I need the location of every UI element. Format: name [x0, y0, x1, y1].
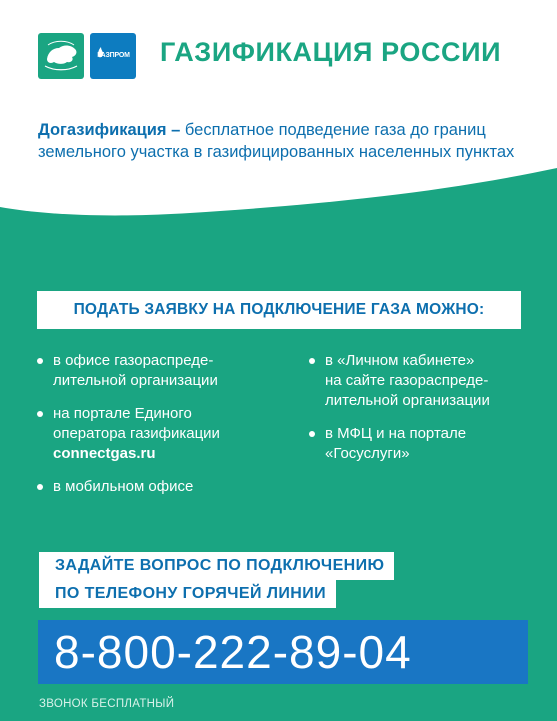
hotline-phone-number[interactable]: 8-800-222-89-04	[38, 620, 528, 684]
list-item-line: в «Личном кабинете»	[325, 352, 475, 369]
logos	[38, 33, 136, 79]
list-item	[37, 351, 287, 391]
bullet-icon	[309, 358, 315, 364]
page-title: ГАЗИФИКАЦИЯ РОССИИ	[160, 37, 502, 67]
free-call-note: ЗВОНОК БЕСПЛАТНЫЙ	[39, 698, 175, 710]
question-line: ПО ТЕЛЕФОНУ ГОРЯЧЕЙ ЛИНИИ	[39, 580, 336, 608]
list-item-line: лительной организации	[53, 372, 218, 389]
list-item	[309, 351, 539, 411]
intro-description: бесплатное подведение газа до границ земельного участка в газифицированных населенных пунктах	[38, 121, 515, 161]
list-item-line: «Госуслуги»	[325, 445, 410, 462]
list-item-line: в офисе газораспреде-	[53, 352, 214, 369]
ways-list-right	[309, 351, 539, 477]
list-item-line: в МФЦ и на портале	[325, 425, 467, 442]
list-item-line: на портале Единого	[53, 405, 192, 422]
list-item	[37, 477, 287, 497]
bullet-icon	[37, 484, 43, 490]
bullet-icon	[37, 358, 43, 364]
gazprom-logo-text: ГАЗПРОМ	[97, 52, 130, 59]
question-heading	[39, 552, 394, 608]
intro-text	[38, 119, 538, 163]
list-item-line: лительной организации	[325, 392, 490, 409]
connectgas-link[interactable]: connectgas.ru	[53, 445, 156, 462]
list-item	[37, 404, 287, 464]
intro-bold: Догазификация –	[38, 121, 181, 139]
apply-heading: ПОДАТЬ ЗАЯВКУ НА ПОДКЛЮЧЕНИЕ ГАЗА МОЖНО:	[37, 291, 521, 329]
ways-list-left	[37, 351, 287, 510]
russia-map-emblem-icon	[38, 33, 84, 79]
list-item-line: в мобильном офисе	[53, 478, 194, 495]
list-item	[309, 424, 539, 464]
bullet-icon	[309, 431, 315, 437]
question-line: ЗАДАЙТЕ ВОПРОС ПО ПОДКЛЮЧЕНИЮ	[39, 552, 394, 580]
list-item-line: на сайте газораспреде-	[325, 372, 489, 389]
gazprom-logo	[90, 33, 136, 79]
bullet-icon	[37, 411, 43, 417]
gasification-russia-logo	[38, 33, 84, 79]
list-item-line: оператора газификации	[53, 425, 220, 442]
